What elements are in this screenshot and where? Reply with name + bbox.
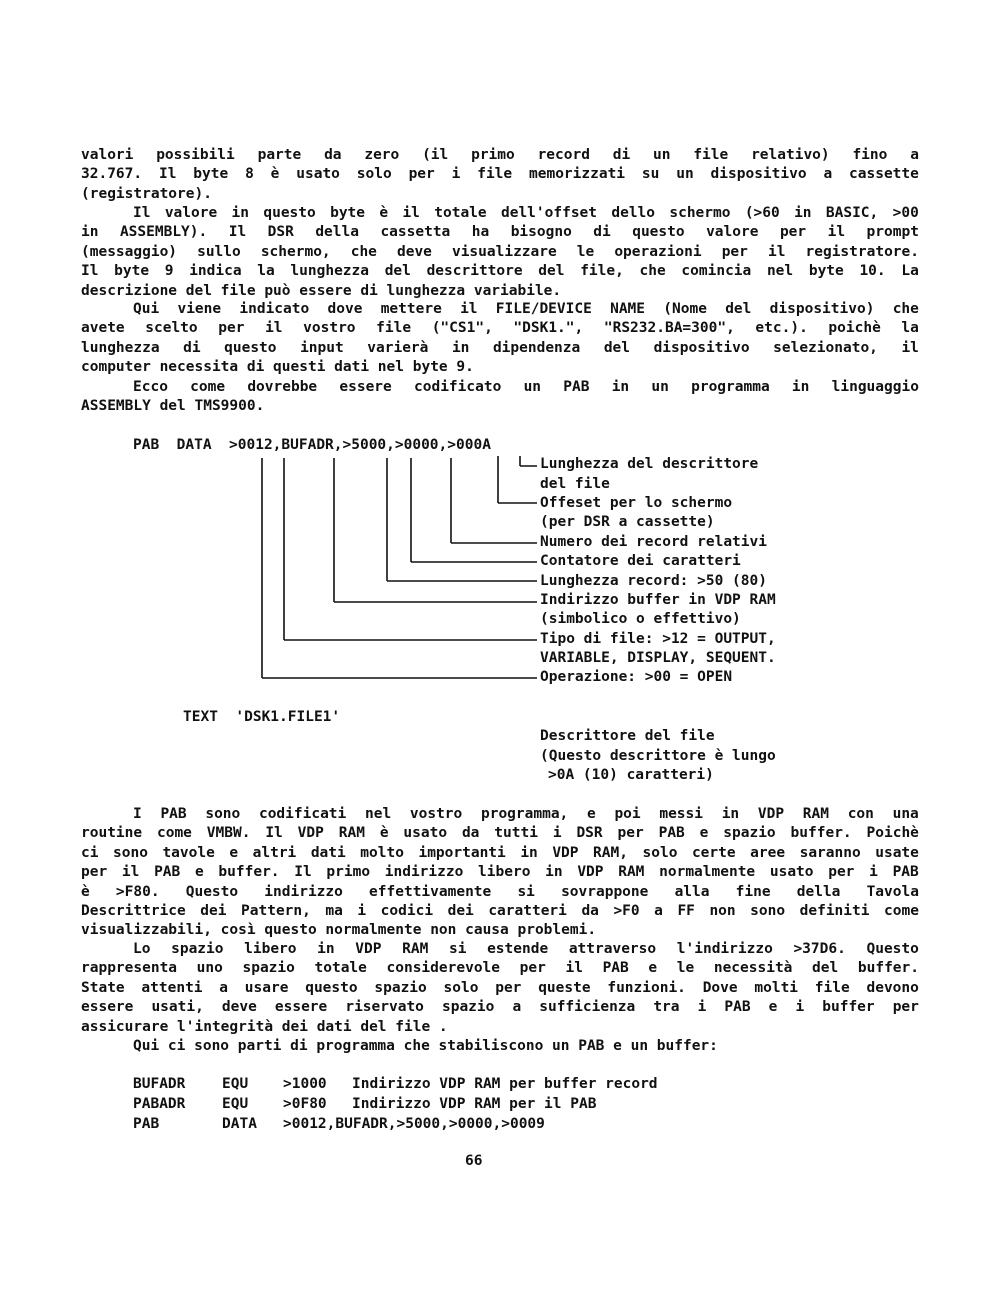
listing-comment: Indirizzo VDP RAM per il PAB — [352, 1096, 597, 1112]
annotation-label: Lunghezza record: >50 (80) — [540, 573, 767, 589]
text-line: Descrittrice dei Pattern, ma i codici dei caratteri da >F0 a FF non sono definiti come — [81, 903, 919, 919]
text-line: Qui ci sono parti di programma che stabiliscono un PAB e un buffer: — [133, 1038, 718, 1054]
text-line: I PAB sono codificati nel vostro programma, e poi messi in VDP RAM con una — [133, 806, 919, 822]
text-line: essere usati, deve essere riservato spazio a sufficienza tra i PAB e i buffer per — [81, 999, 919, 1016]
listing-op: EQU — [222, 1076, 249, 1092]
annotation-label: Contatore dei caratteri — [540, 553, 741, 569]
listing-op: DATA — [222, 1116, 257, 1132]
text-line: 32.767. Il byte 8 è usato solo per i file memorizzati su un dispositivo a cassette — [81, 166, 919, 183]
text-line: avete scelto per il vostro file ("CS1", "DSK1.", "RS232.BA=300", etc.). poichè la — [81, 320, 919, 337]
listing-label: PAB — [133, 1116, 160, 1132]
annotation-label: Indirizzo buffer in VDP RAM — [540, 592, 776, 608]
text-line: è >F80. Questo indirizzo effettivamente si sovrappone alla fine della Tavola — [81, 883, 919, 900]
text-line: in ASSEMBLY). Il DSR della cassetta ha bisogno di questo valore per il prompt — [81, 224, 919, 241]
descriptor-note-line: (Questo descrittore è lungo — [540, 747, 776, 764]
descriptor-note-line: >0A (10) caratteri) — [548, 767, 714, 783]
text-line: (registratore). — [81, 185, 212, 202]
listing-operand: >1000 — [283, 1076, 327, 1092]
listing-comment: Indirizzo VDP RAM per buffer record — [352, 1076, 658, 1092]
text-code-line: TEXT 'DSK1.FILE1' — [183, 709, 341, 725]
text-line: valori possibili parte da zero (il primo record di un file relativo) fino a — [81, 147, 919, 163]
text-line: Il byte 9 indica la lunghezza del descrittore del file, che comincia nel byte 10. La — [81, 263, 919, 280]
listing-op: EQU — [222, 1096, 249, 1112]
text-line: Lo spazio libero in VDP RAM si estende attraverso l'indirizzo >37D6. Questo — [133, 941, 919, 957]
listing-label: BUFADR — [133, 1076, 186, 1092]
text-line: descrizione del file può essere di lunghezza variabile. — [81, 282, 562, 299]
annotation-label: Lunghezza del descrittore — [540, 456, 759, 472]
text-line: computer necessita di questi dati nel byte 9. — [81, 359, 474, 376]
text-line: lunghezza di questo input varierà in dipendenza del dispositivo selezionato, il — [81, 339, 919, 356]
text-line: visualizzabili, così questo normalmente non causa problemi. — [81, 922, 597, 939]
text-line: rappresenta uno spazio totale considerevole per il PAB e le necessità del buffer. — [81, 960, 919, 977]
descriptor-note-line: Descrittore del file — [540, 728, 715, 744]
annotation-label: Tipo di file: >12 = OUTPUT, — [540, 631, 776, 647]
listing-operand: >0012,BUFADR,>5000,>0000,>0009 — [283, 1116, 545, 1132]
annotation-label: Operazione: >00 = OPEN — [540, 669, 733, 685]
text-line: (messaggio) sullo schermo, che deve visualizzare le operazioni per il registratore. — [81, 243, 919, 260]
annotation-label: Numero dei record relativi — [540, 534, 767, 550]
text-line: Il valore in questo byte è il totale dell'offset dello schermo (>60 in BASIC, >00 — [133, 205, 919, 221]
pab-code-line: PAB DATA >0012,BUFADR,>5000,>0000,>000A — [133, 437, 491, 453]
listing-operand: >0F80 — [283, 1096, 327, 1112]
text-line: Ecco come dovrebbe essere codificato un PAB in un programma in linguaggio — [133, 379, 919, 395]
text-line: routine come VMBW. Il VDP RAM è usato da tutti i DSR per PAB e spazio buffer. Poichè — [81, 825, 919, 842]
annotation-label: del file — [540, 476, 610, 492]
annotation-label: (per DSR a cassette) — [540, 514, 715, 530]
text-line: Qui viene indicato dove mettere il FILE/DEVICE NAME (Nome del dispositivo) che — [133, 301, 919, 317]
text-line: per il PAB e buffer. Il primo indirizzo libero in VDP RAM normalmente usato per i PAB — [81, 864, 919, 881]
text-line: ASSEMBLY del TMS9900. — [81, 398, 265, 415]
annotation-label: VARIABLE, DISPLAY, SEQUENT. — [540, 650, 776, 666]
listing-label: PABADR — [133, 1096, 186, 1112]
annotation-label: Offeset per lo schermo — [540, 495, 733, 511]
text-line: ci sono tavole e altri dati molto importanti in VDP RAM, solo certe aree saranno usate — [81, 844, 919, 861]
annotation-label: (simbolico o effettivo) — [540, 611, 741, 627]
text-line: State attenti a usare questo spazio solo per queste funzioni. Dove molti file devono — [81, 979, 919, 996]
page-number: 66 — [465, 1153, 483, 1169]
text-line: assicurare l'integrità dei dati del file . — [81, 1018, 448, 1035]
